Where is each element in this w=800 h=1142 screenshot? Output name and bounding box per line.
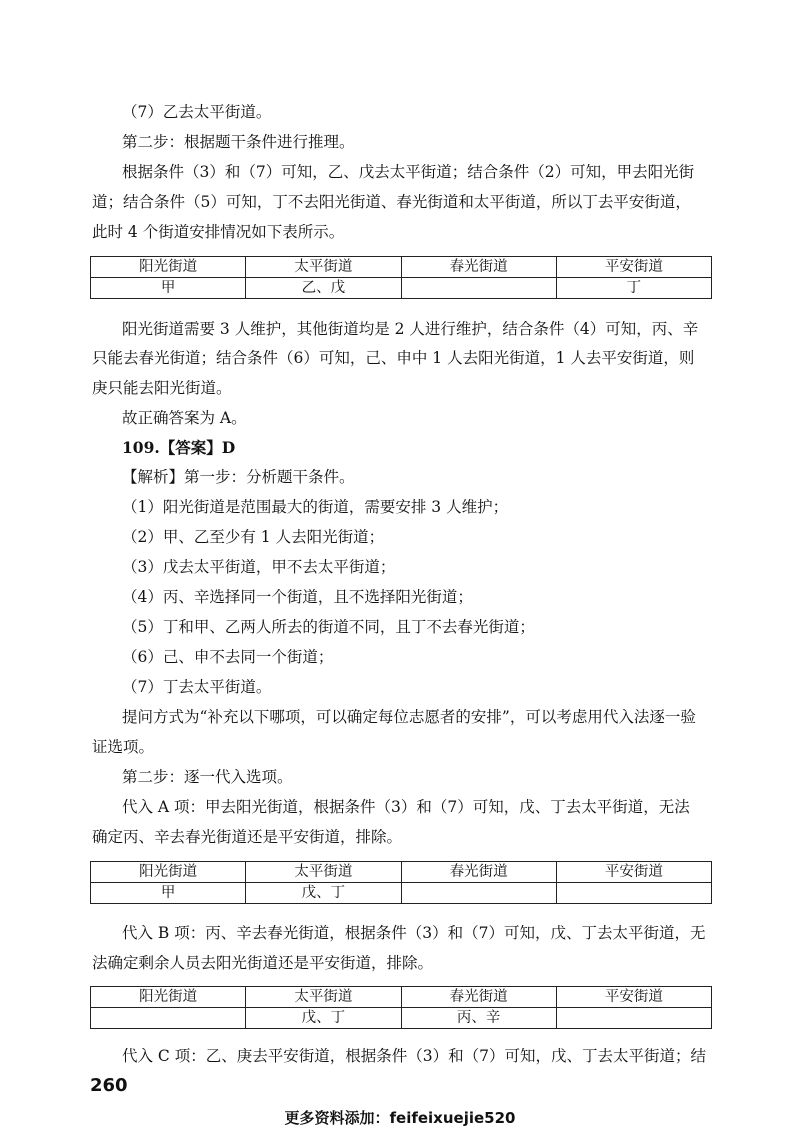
condition-line: （4）丙、辛选择同一个街道，且不选择阳光街道；	[122, 588, 473, 606]
table-cell: 甲	[91, 883, 246, 904]
table-cell	[556, 883, 711, 904]
paragraph-line: 提问方式为“补充以下哪项，可以确定每位志愿者的安排”，可以考虑用代入法逐一验	[122, 708, 696, 726]
table-cell: 戊、丁	[246, 1008, 401, 1029]
table-cell	[91, 1008, 246, 1029]
paragraph-line: 代入 B 项：丙、辛去春光街道，根据条件（3）和（7）可知，戊、丁去太平街道，无	[122, 924, 706, 942]
header-cell: 太平街道	[246, 987, 401, 1008]
header-cell: 阳光街道	[91, 257, 246, 278]
analysis-heading: 【解析】第一步：分析题干条件。	[122, 468, 355, 486]
condition-line: （7）丁去太平街道。	[122, 678, 272, 696]
paragraph-line: 证选项。	[92, 738, 155, 756]
header-cell: 阳光街道	[91, 987, 246, 1008]
header-cell: 阳光街道	[91, 862, 246, 883]
condition-line: （5）丁和甲、乙两人所去的街道不同，且丁不去春光街道；	[122, 618, 535, 636]
table-cell: 甲	[91, 278, 246, 299]
header-cell: 春光街道	[401, 257, 556, 278]
page-number: 260	[90, 1075, 128, 1096]
table-cell: 丙、辛	[401, 1008, 556, 1029]
paragraph-line: 庚只能去阳光街道。	[92, 379, 232, 397]
paragraph-line: 代入 A 项：甲去阳光街道，根据条件（3）和（7）可知，戊、丁去太平街道，无法	[122, 798, 690, 816]
table-header-row	[91, 257, 712, 278]
table-cell	[556, 1008, 711, 1029]
footer-note: 更多资料添加：feifeixuejie520	[284, 1109, 516, 1127]
table-row	[91, 883, 712, 904]
table-row	[91, 1008, 712, 1029]
paragraph-line: 阳光街道需要 3 人维护，其他街道均是 2 人进行维护，结合条件（4）可知，丙、辛	[122, 320, 699, 338]
step-two-heading: 第二步：根据题干条件进行推理。	[122, 133, 355, 151]
table-cell: 丁	[556, 278, 711, 299]
condition-line: （6）己、申不去同一个街道；	[122, 648, 334, 666]
question-answer-heading: 109.【答案】D	[122, 438, 236, 457]
paragraph-line: 道；结合条件（5）可知，丁不去阳光街道、春光街道和太平街道，所以丁去平安街道，	[92, 193, 691, 211]
header-cell: 太平街道	[246, 257, 401, 278]
table-cell	[401, 278, 556, 299]
paragraph-line: 此时 4 个街道安排情况如下表所示。	[92, 223, 345, 241]
condition-line: （2）甲、乙至少有 1 人去阳光街道；	[122, 528, 385, 546]
table-header-row	[91, 987, 712, 1008]
step-two-heading: 第二步：逐一代入选项。	[122, 768, 293, 786]
header-cell: 太平街道	[246, 862, 401, 883]
header-cell: 平安街道	[556, 862, 711, 883]
paragraph-line: 确定丙、辛去春光街道还是平安街道，排除。	[92, 828, 403, 846]
table-header-row	[91, 862, 712, 883]
table-3	[90, 986, 712, 1029]
condition-line: （1）阳光街道是范围最大的街道，需要安排 3 人维护；	[122, 498, 509, 516]
condition-7-line: （7）乙去太平街道。	[122, 103, 272, 121]
paragraph-line: 法确定剩余人员去阳光街道还是平安街道，排除。	[92, 954, 434, 972]
table-cell: 戊、丁	[246, 883, 401, 904]
header-cell: 春光街道	[401, 987, 556, 1008]
table-1	[90, 256, 712, 299]
paragraph-line: 根据条件（3）和（7）可知，乙、戊去太平街道；结合条件（2）可知，甲去阳光街	[122, 163, 695, 181]
condition-line: （3）戊去太平街道，甲不去太平街道；	[122, 558, 396, 576]
header-cell: 平安街道	[556, 987, 711, 1008]
table-2	[90, 861, 712, 904]
paragraph-line: 代入 C 项：乙、庚去平安街道，根据条件（3）和（7）可知，戊、丁去太平街道；结	[122, 1047, 706, 1065]
answer-line: 故正确答案为 A。	[122, 409, 247, 427]
paragraph-line: 只能去春光街道；结合条件（6）可知，己、申中 1 人去阳光街道，1 人去平安街道，则	[92, 349, 695, 367]
header-cell: 春光街道	[401, 862, 556, 883]
table-cell	[401, 883, 556, 904]
header-cell: 平安街道	[556, 257, 711, 278]
table-row	[91, 278, 712, 299]
table-cell: 乙、戊	[246, 278, 401, 299]
